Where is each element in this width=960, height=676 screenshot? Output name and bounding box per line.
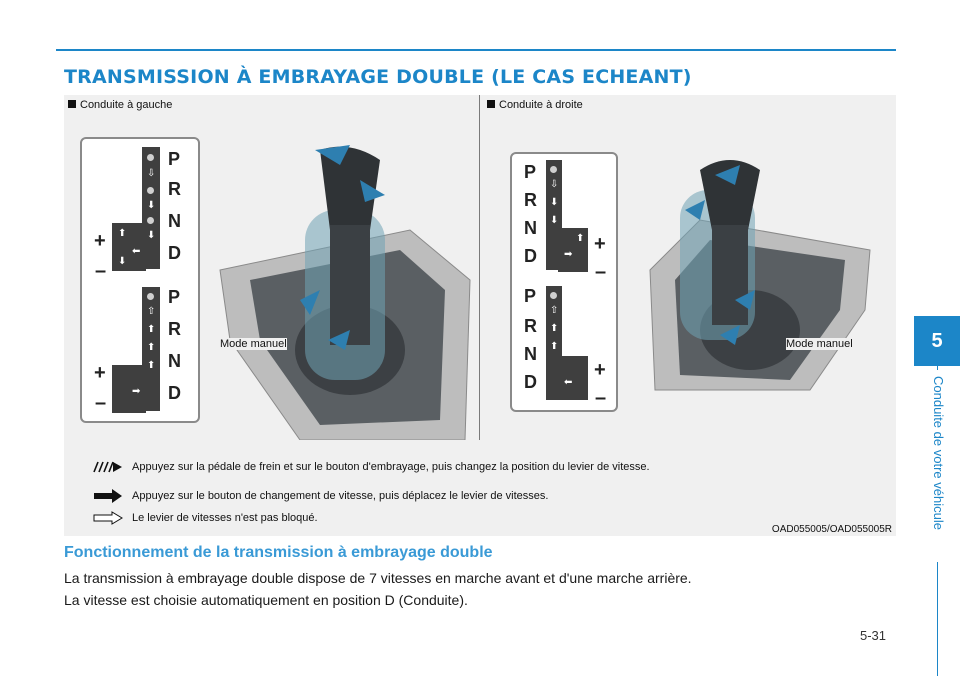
square-bullet-icon bbox=[487, 100, 495, 108]
gear-letter-d: D bbox=[168, 383, 181, 403]
outline-arrow-icon bbox=[90, 511, 124, 525]
legend-text: Appuyez sur le bouton de changement de vitesse, puis déplacez le levier de vitesses. bbox=[132, 490, 549, 502]
square-bullet-icon bbox=[68, 100, 76, 108]
gear-letter-p: P bbox=[168, 149, 181, 169]
gear-letter-r: R bbox=[524, 316, 537, 336]
arrow-up-icon: ⬆ bbox=[118, 228, 127, 239]
arrow-down-icon: ⇩ bbox=[147, 168, 156, 179]
minus-sign: – bbox=[95, 260, 107, 282]
gear-letter-d: D bbox=[524, 246, 537, 266]
body-paragraph: La transmission à embrayage double dispose de 7 vitesses en marche avant et d'une marche arrière. bbox=[64, 570, 692, 586]
chapter-title: Conduite de votre véhicule bbox=[924, 370, 946, 562]
figure-divider bbox=[479, 95, 480, 440]
gear-letter-d: D bbox=[168, 243, 181, 263]
arrow-right-icon: ➡ bbox=[132, 386, 141, 397]
legend-text: Appuyez sur la pédale de frein et sur le bouton d'embrayage, puis changez la position du levier de vitesse. bbox=[132, 461, 650, 473]
figure-reference-code: OAD055005/OAD055005R bbox=[771, 524, 892, 535]
arrow-down-icon: ⬇ bbox=[550, 215, 559, 226]
arrow-up-icon: ⇧ bbox=[550, 305, 559, 316]
top-rule bbox=[56, 49, 896, 51]
gear-letter-r: R bbox=[168, 319, 181, 339]
arrow-down-icon: ⇩ bbox=[550, 179, 559, 190]
gear-letter-n: N bbox=[524, 344, 537, 364]
hatched-arrow-icon bbox=[90, 460, 124, 474]
gate-dot bbox=[147, 154, 154, 161]
gate-dot bbox=[550, 166, 557, 173]
shift-gate-panel-right bbox=[510, 152, 618, 412]
gear-lever-illustration-right bbox=[640, 140, 880, 400]
arrow-up-icon: ⬆ bbox=[550, 341, 559, 352]
page-title: TRANSMISSION À EMBRAYAGE DOUBLE (LE CAS ECHEANT) bbox=[64, 66, 692, 88]
chapter-tab: 5 bbox=[914, 316, 960, 366]
gear-letter-r: R bbox=[168, 179, 181, 199]
caption-right-text: Conduite à droite bbox=[499, 99, 583, 111]
gear-letter-p: P bbox=[524, 286, 537, 306]
plus-sign: + bbox=[594, 233, 606, 255]
gate-dot bbox=[550, 292, 557, 299]
gear-letter-p: P bbox=[168, 287, 181, 307]
minus-sign: – bbox=[595, 261, 607, 283]
arrow-up-icon: ⬆ bbox=[147, 342, 156, 353]
arrow-up-icon: ⬆ bbox=[147, 360, 156, 371]
gate-dot bbox=[147, 217, 154, 224]
arrow-left-icon: ⬅ bbox=[564, 377, 573, 388]
arrow-left-icon: ⬅ bbox=[132, 246, 141, 257]
mode-manual-label-right: Mode manuel bbox=[786, 338, 853, 350]
body-paragraph: La vitesse est choisie automatiquement en position D (Conduite). bbox=[64, 592, 468, 608]
gear-letter-p: P bbox=[524, 162, 537, 182]
plus-sign: + bbox=[94, 230, 106, 252]
gear-letter-r: R bbox=[524, 190, 537, 210]
mode-manual-label-left: Mode manuel bbox=[220, 338, 287, 350]
arrow-up-icon: ⬆ bbox=[147, 324, 156, 335]
arrow-down-icon: ⬇ bbox=[118, 256, 127, 267]
arrow-down-icon: ⬇ bbox=[147, 200, 156, 211]
shift-gate-panel-left bbox=[80, 137, 200, 423]
arrow-down-icon: ⬇ bbox=[550, 197, 559, 208]
minus-sign: – bbox=[95, 392, 107, 414]
arrow-down-icon: ⬇ bbox=[147, 230, 156, 241]
gear-letter-n: N bbox=[168, 211, 181, 231]
caption-left-text: Conduite à gauche bbox=[80, 99, 173, 111]
gate-dot bbox=[147, 293, 154, 300]
shift-gate-manual-lower bbox=[558, 356, 588, 400]
solid-arrow-icon bbox=[90, 489, 124, 503]
plus-sign: + bbox=[594, 359, 606, 381]
minus-sign: – bbox=[595, 387, 607, 409]
shift-gate-manual-lower bbox=[112, 365, 146, 413]
gate-dot bbox=[147, 187, 154, 194]
caption-left-hand-drive bbox=[68, 99, 172, 111]
arrow-up-icon: ⇧ bbox=[147, 306, 156, 317]
gear-lever-illustration-left bbox=[210, 140, 475, 440]
gear-letter-n: N bbox=[524, 218, 537, 238]
gear-letter-d: D bbox=[524, 372, 537, 392]
section-subheading: Fonctionnement de la transmission à embrayage double bbox=[64, 544, 493, 561]
legend-text: Le levier de vitesses n'est pas bloqué. bbox=[132, 512, 318, 524]
arrow-up-icon: ⬆ bbox=[550, 323, 559, 334]
page-number: 5-31 bbox=[860, 628, 887, 643]
arrow-right-icon: ➡ bbox=[564, 249, 573, 260]
gear-letter-n: N bbox=[168, 351, 181, 371]
plus-sign: + bbox=[94, 362, 106, 384]
arrow-up-icon: ⬆ bbox=[576, 233, 585, 244]
caption-right-hand-drive bbox=[487, 99, 583, 111]
